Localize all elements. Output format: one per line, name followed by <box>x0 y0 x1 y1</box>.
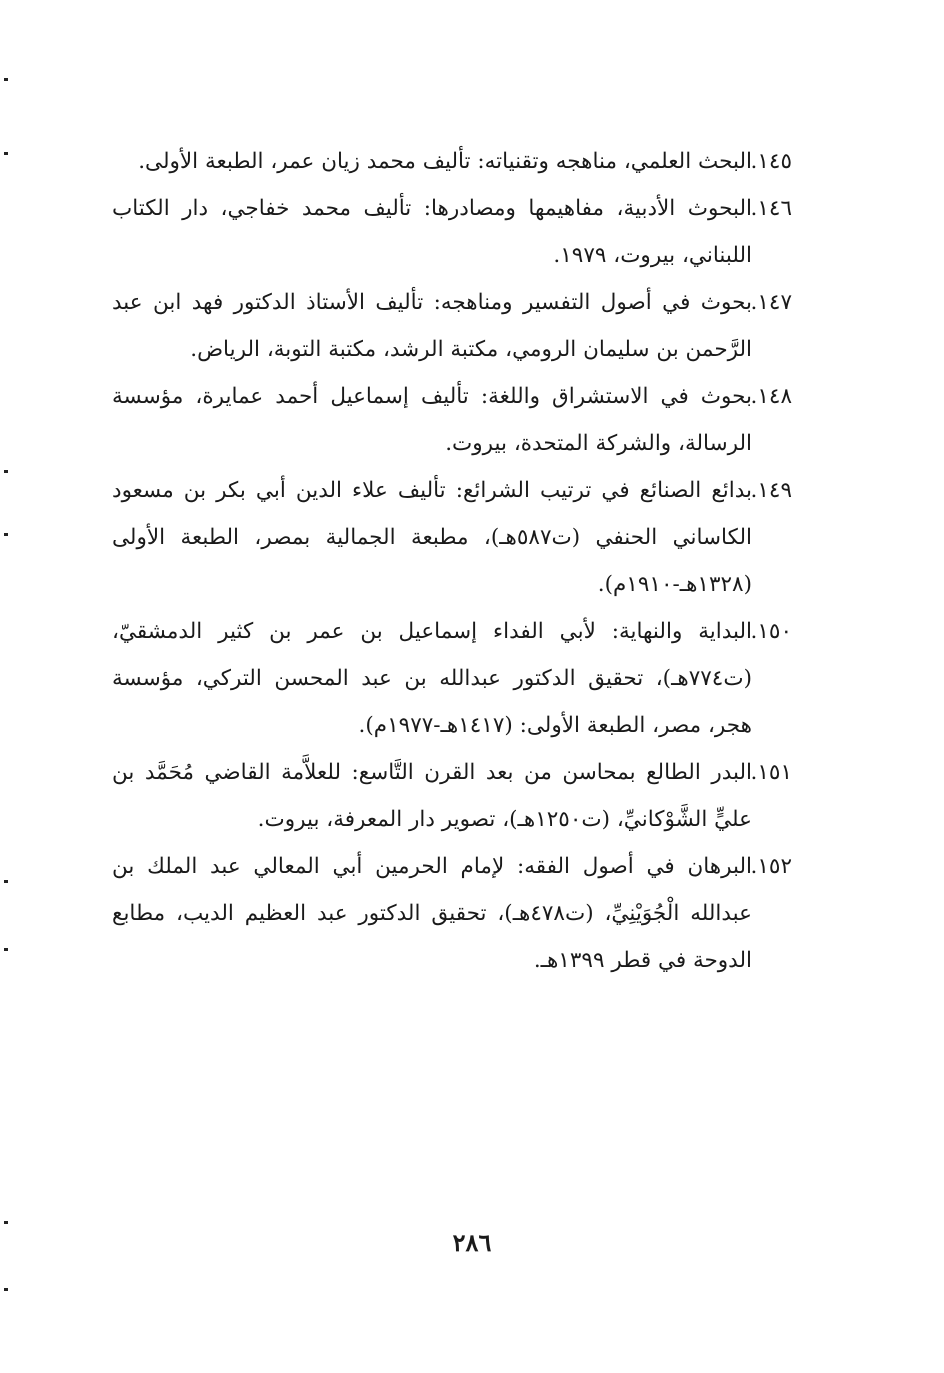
bibliography-entry <box>112 608 792 749</box>
entry-text: بحوث في أصول التفسير ومناهجه: تأليف الأستاذ الدكتور فهد ابن عبد الرَّحمن بن سليمان الرومي، مكتبة الرشد، مكتبة التوبة، الرياض. <box>112 290 752 362</box>
scan-mark <box>4 880 8 883</box>
entry-text: البرهان في أصول الفقه: لإمام الحرمين أبي المعالي عبد الملك بن عبدالله الْجُوَيْنِيِّ، (ت٤٧٨هـ)، تحقيق الدكتور عبد العظيم الديب، مطابع الدوحة في قطر ١٣٩٩هـ. <box>112 854 752 973</box>
bibliography-entry <box>112 373 792 467</box>
bibliography-list <box>112 138 792 984</box>
entry-number: ١٥١. <box>750 760 792 785</box>
bibliography-entry <box>112 185 792 279</box>
entry-number: ١٥٠. <box>750 619 792 644</box>
bibliography-entry <box>112 138 792 185</box>
entry-text: بدائع الصنائع في ترتيب الشرائع: تأليف علاء الدين أبي بكر بن مسعود الكاساني الحنفي (ت٥٨٧هـ)، مطبعة الجمالية بمصر، الطبعة الأولى (١٣٢٨هـ-١٩١٠م). <box>112 478 752 597</box>
bibliography-entry <box>112 749 792 843</box>
entry-text: البدر الطالع بمحاسن من بعد القرن التَّاسع: للعلاَّمة القاضي مُحَمَّد بن عليٍّ الشَّوْكانيِّ، (ت١٢٥٠هـ)، تصوير دار المعرفة، بيروت. <box>112 760 752 832</box>
scan-mark <box>4 948 8 951</box>
scan-mark <box>4 1221 8 1224</box>
scan-mark <box>4 1288 8 1291</box>
scan-mark <box>4 152 8 155</box>
entry-number: ١٤٨. <box>750 384 792 409</box>
entry-number: ١٥٢. <box>750 854 792 879</box>
bibliography-entry <box>112 843 792 984</box>
scan-mark <box>4 470 8 473</box>
entry-number: ١٤٧. <box>750 290 792 315</box>
entry-text: البداية والنهاية: لأبي الفداء إسماعيل بن عمر بن كثير الدمشقيّ، (ت٧٧٤هـ)، تحقيق الدكتور عبدالله بن عبد المحسن التركي، مؤسسة هجر، مصر، الطبعة الأولى: (١٤١٧هـ-١٩٧٧م). <box>112 619 752 738</box>
scan-mark <box>4 533 8 536</box>
entry-number: ١٤٦. <box>750 196 792 221</box>
page-number: ٢٨٦ <box>452 1228 492 1257</box>
entry-number: ١٤٥. <box>750 149 792 174</box>
entry-text: البحوث الأدبية، مفاهيمها ومصادرها: تأليف محمد خفاجي، دار الكتاب اللبناني، بيروت، ١٩٧٩. <box>112 196 752 268</box>
entry-text: البحث العلمي، مناهجه وتقنياته: تأليف محمد زيان عمر، الطبعة الأولى. <box>138 149 752 174</box>
bibliography-entry <box>112 467 792 608</box>
scan-mark <box>4 78 8 81</box>
entry-text: بحوث في الاستشراق واللغة: تأليف إسماعيل أحمد عمايرة، مؤسسة الرسالة، والشركة المتحدة، بيروت. <box>112 384 752 456</box>
entry-number: ١٤٩. <box>750 478 792 503</box>
bibliography-entry <box>112 279 792 373</box>
